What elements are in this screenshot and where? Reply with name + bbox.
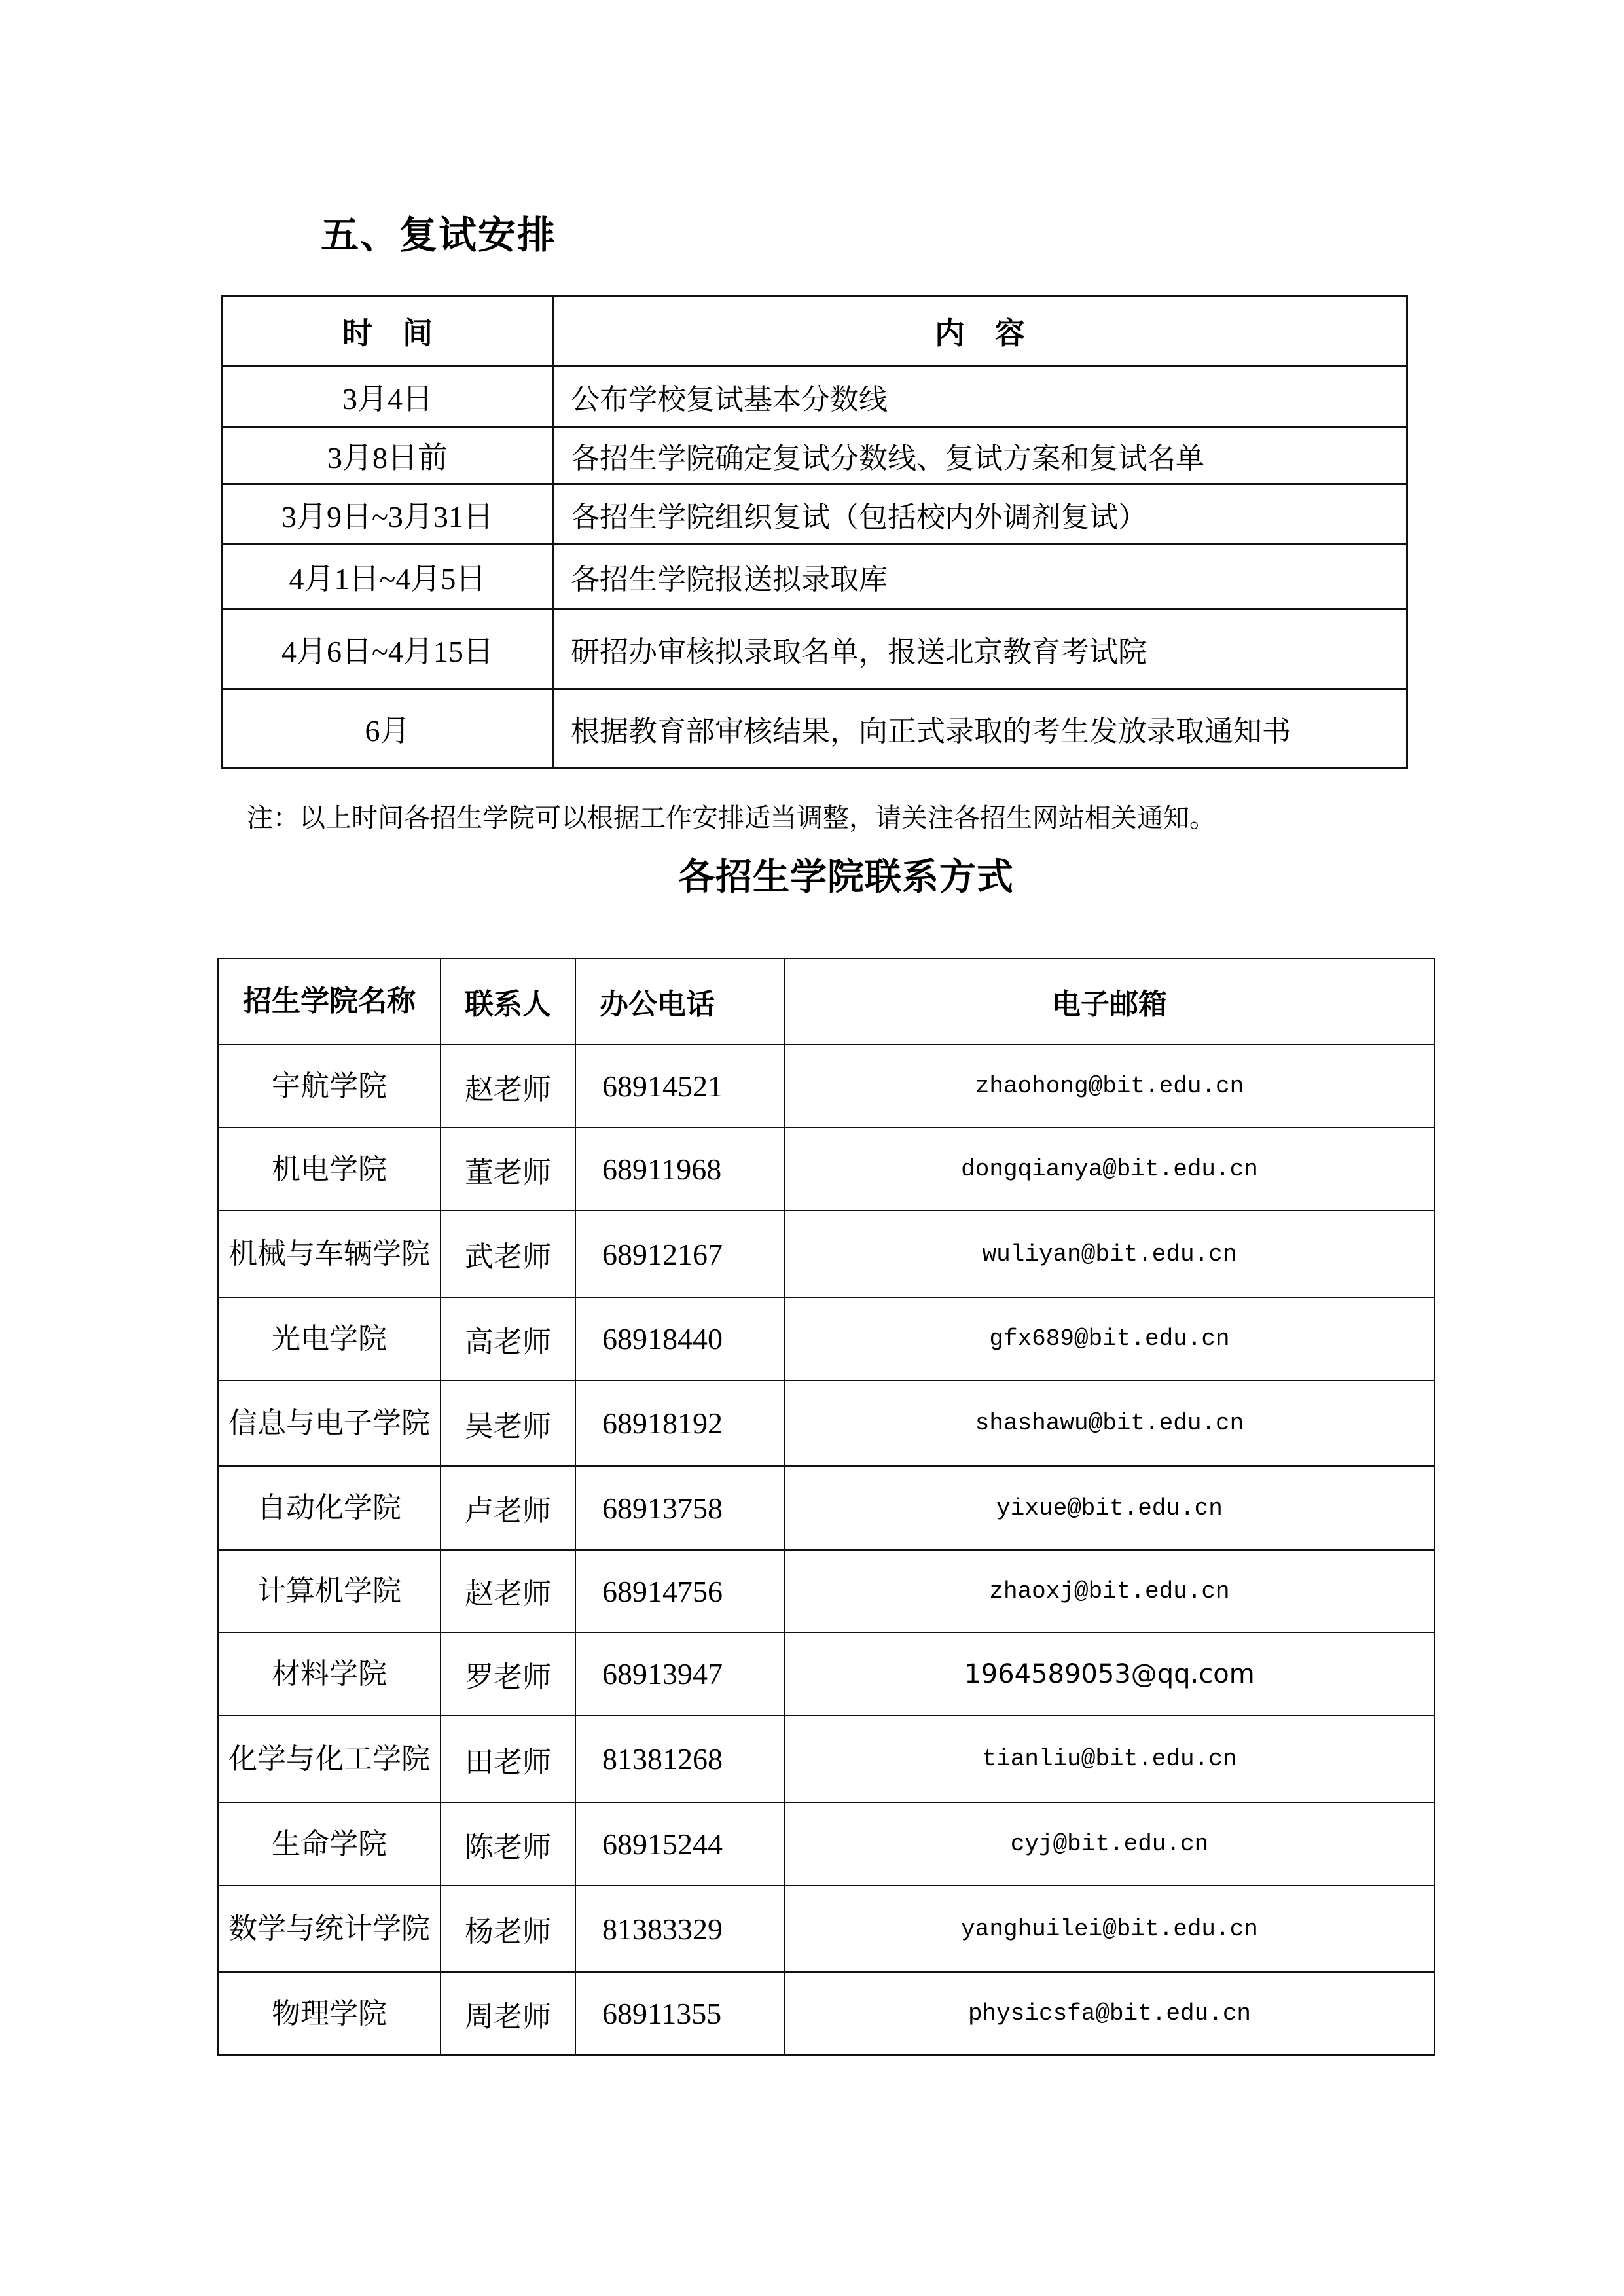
email-address[interactable]: wuliyan@bit.edu.cn <box>784 1211 1435 1297</box>
schedule-row <box>223 366 1407 427</box>
contacts-header-email: 电子邮箱 <box>784 958 1435 1045</box>
college-name: 机械与车辆学院 <box>218 1211 441 1297</box>
email-address[interactable]: gfx689@bit.edu.cn <box>784 1297 1435 1380</box>
phone-number: 81381268 <box>575 1715 784 1803</box>
email-address[interactable]: zhaohong@bit.edu.cn <box>784 1045 1435 1128</box>
contacts-table <box>217 958 1435 2056</box>
contacts-header-college: 招生学院名称 <box>218 958 441 1045</box>
schedule-header-time: 时 间 <box>223 296 553 366</box>
contact-person: 陈老师 <box>441 1803 575 1886</box>
contact-person: 吴老师 <box>441 1380 575 1466</box>
schedule-content: 各招生学院报送拟录取库 <box>553 545 1407 609</box>
schedule-time: 6月 <box>223 689 553 768</box>
phone-number: 68911968 <box>575 1128 784 1211</box>
contact-person: 赵老师 <box>441 1550 575 1632</box>
contact-person: 田老师 <box>441 1715 575 1803</box>
schedule-row <box>223 484 1407 545</box>
schedule-content: 各招生学院确定复试分数线、复试方案和复试名单 <box>553 427 1407 484</box>
contact-row <box>218 1128 1435 1211</box>
contacts-header-contact: 联系人 <box>441 958 575 1045</box>
phone-number: 68914756 <box>575 1550 784 1632</box>
schedule-content: 研招办审核拟录取名单，报送北京教育考试院 <box>553 609 1407 689</box>
email-address[interactable]: 1964589053@qq.com <box>784 1632 1435 1715</box>
college-name: 化学与化工学院 <box>218 1715 441 1803</box>
contact-row <box>218 1886 1435 1972</box>
contact-person: 武老师 <box>441 1211 575 1297</box>
email-address[interactable]: yanghuilei@bit.edu.cn <box>784 1886 1435 1972</box>
contacts-header-phone: 办公电话 <box>575 958 784 1045</box>
contact-row <box>218 1803 1435 1886</box>
contact-person: 周老师 <box>441 1972 575 2055</box>
email-address[interactable]: physicsfa@bit.edu.cn <box>784 1972 1435 2055</box>
contact-row <box>218 1632 1435 1715</box>
contact-row <box>218 1045 1435 1128</box>
email-address[interactable]: zhaoxj@bit.edu.cn <box>784 1550 1435 1632</box>
phone-number: 68918192 <box>575 1380 784 1466</box>
contacts-title: 各招生学院联系方式 <box>678 856 1014 899</box>
schedule-time: 3月9日~3月31日 <box>223 484 553 545</box>
schedule-content: 各招生学院组织复试（包括校内外调剂复试） <box>553 484 1407 545</box>
email-address[interactable]: yixue@bit.edu.cn <box>784 1466 1435 1550</box>
contact-person: 杨老师 <box>441 1886 575 1972</box>
college-name: 机电学院 <box>218 1128 441 1211</box>
college-name: 自动化学院 <box>218 1466 441 1550</box>
college-name: 材料学院 <box>218 1632 441 1715</box>
contact-person: 高老师 <box>441 1297 575 1380</box>
email-address[interactable]: tianliu@bit.edu.cn <box>784 1715 1435 1803</box>
contact-row <box>218 1972 1435 2055</box>
schedule-row <box>223 427 1407 484</box>
college-name: 生命学院 <box>218 1803 441 1886</box>
contact-row <box>218 1466 1435 1550</box>
section-title: 五、复试安排 <box>321 213 557 257</box>
schedule-header-content: 内 容 <box>553 296 1407 366</box>
schedule-time: 3月8日前 <box>223 427 553 484</box>
contact-person: 罗老师 <box>441 1632 575 1715</box>
contact-row <box>218 1715 1435 1803</box>
schedule-note: 注：以上时间各招生学院可以根据工作安排适当调整，请关注各招生网站相关通知。 <box>247 803 1216 833</box>
email-address[interactable]: dongqianya@bit.edu.cn <box>784 1128 1435 1211</box>
schedule-header-row <box>223 296 1407 366</box>
phone-number: 68915244 <box>575 1803 784 1886</box>
phone-number: 68911355 <box>575 1972 784 2055</box>
contact-row <box>218 1297 1435 1380</box>
contact-row <box>218 1211 1435 1297</box>
schedule-time: 3月4日 <box>223 366 553 427</box>
college-name: 数学与统计学院 <box>218 1886 441 1972</box>
schedule-row <box>223 545 1407 609</box>
phone-number: 68914521 <box>575 1045 784 1128</box>
contact-row <box>218 1550 1435 1632</box>
contact-person: 赵老师 <box>441 1045 575 1128</box>
phone-number: 68912167 <box>575 1211 784 1297</box>
schedule-table <box>221 295 1408 769</box>
phone-number: 68913758 <box>575 1466 784 1550</box>
college-name: 光电学院 <box>218 1297 441 1380</box>
college-name: 信息与电子学院 <box>218 1380 441 1466</box>
schedule-row <box>223 609 1407 689</box>
schedule-row <box>223 689 1407 768</box>
phone-number: 81383329 <box>575 1886 784 1972</box>
schedule-time: 4月6日~4月15日 <box>223 609 553 689</box>
schedule-time: 4月1日~4月5日 <box>223 545 553 609</box>
phone-number: 68918440 <box>575 1297 784 1380</box>
schedule-content: 根据教育部审核结果，向正式录取的考生发放录取通知书 <box>553 689 1407 768</box>
college-name: 物理学院 <box>218 1972 441 2055</box>
contacts-header-row <box>218 958 1435 1045</box>
email-address[interactable]: cyj@bit.edu.cn <box>784 1803 1435 1886</box>
contact-person: 卢老师 <box>441 1466 575 1550</box>
schedule-content: 公布学校复试基本分数线 <box>553 366 1407 427</box>
college-name: 宇航学院 <box>218 1045 441 1128</box>
contact-row <box>218 1380 1435 1466</box>
college-name: 计算机学院 <box>218 1550 441 1632</box>
phone-number: 68913947 <box>575 1632 784 1715</box>
email-address[interactable]: shashawu@bit.edu.cn <box>784 1380 1435 1466</box>
contact-person: 董老师 <box>441 1128 575 1211</box>
